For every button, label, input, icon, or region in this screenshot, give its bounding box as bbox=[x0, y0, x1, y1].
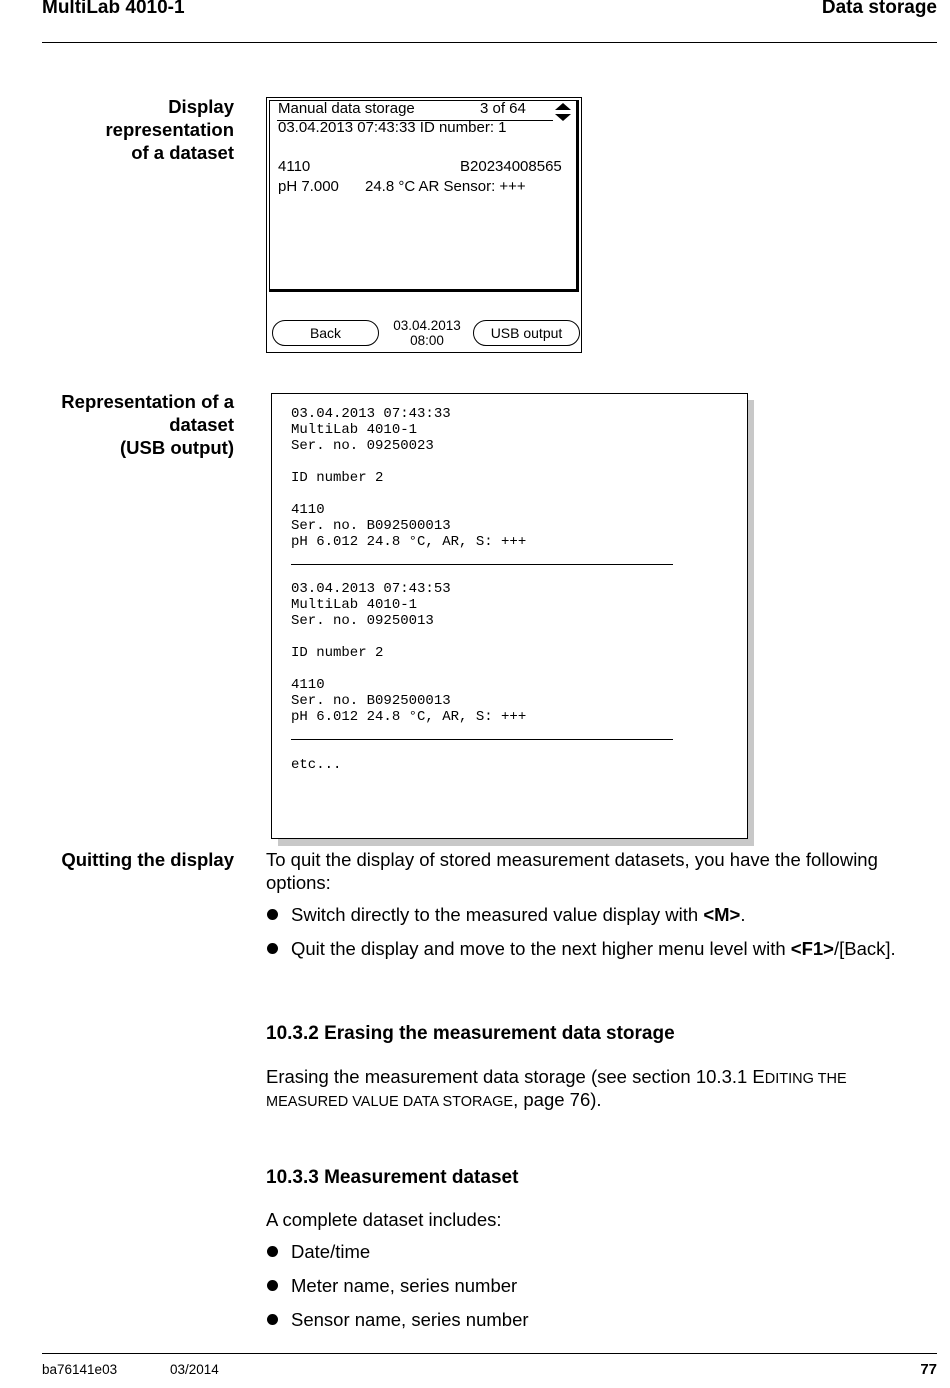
quit-intro-line1: To quit the display of stored measurement datasets, you have the following bbox=[266, 849, 878, 870]
display-serial: B20234008565 bbox=[460, 158, 562, 175]
device-display bbox=[266, 97, 582, 353]
usb-line: Ser. no. B092500013 bbox=[291, 693, 451, 709]
display-counter: 3 of 64 bbox=[480, 100, 526, 117]
display-title: Manual data storage bbox=[278, 100, 415, 117]
dataset-item: Meter name, series number bbox=[291, 1275, 518, 1296]
dataset-item: Date/time bbox=[291, 1241, 371, 1262]
header-title: MultiLab 4010-1 bbox=[42, 0, 185, 18]
dataset-heading: 10.3.3 Measurement dataset bbox=[266, 1167, 519, 1188]
display-temp: 24.8 °C AR Sensor: +++ bbox=[365, 178, 526, 195]
usb-separator bbox=[291, 564, 673, 565]
usb-output-box bbox=[271, 393, 748, 839]
usb-etc: etc... bbox=[291, 757, 342, 773]
quit-option-2: Quit the display and move to the next higher menu level with <F1>/[Back]. bbox=[291, 938, 896, 959]
bullet-icon bbox=[267, 1314, 278, 1325]
back-softkey[interactable]: Back bbox=[272, 320, 379, 346]
header-section: Data storage bbox=[821, 0, 937, 18]
bullet-icon bbox=[267, 943, 278, 954]
quit-option-1: Switch directly to the measured value display with <M>. bbox=[291, 904, 746, 925]
usb-line: pH 6.012 24.8 °C, AR, S: +++ bbox=[291, 709, 527, 725]
usb-line: pH 6.012 24.8 °C, AR, S: +++ bbox=[291, 534, 527, 550]
usb-line: 03.04.2013 07:43:53 bbox=[291, 581, 451, 597]
display-section-label: Display representation of a dataset bbox=[105, 96, 234, 163]
display-sensor: 4110 bbox=[278, 158, 311, 175]
dataset-item: Sensor name, series number bbox=[291, 1309, 529, 1330]
usb-line: Ser. no. B092500013 bbox=[291, 518, 451, 534]
quit-section-label: Quitting the display bbox=[61, 849, 234, 870]
usb-line: MultiLab 4010-1 bbox=[291, 422, 418, 438]
erase-heading: 10.3.2 Erasing the measurement data storage bbox=[266, 1023, 675, 1044]
bullet-icon bbox=[267, 909, 278, 920]
footer-rule bbox=[42, 1353, 937, 1354]
usb-line: ID number 2 bbox=[291, 470, 384, 486]
dataset-intro: A complete dataset includes: bbox=[266, 1209, 502, 1230]
display-ph: pH 7.000 bbox=[278, 178, 339, 195]
usb-line: MultiLab 4010-1 bbox=[291, 597, 418, 613]
quit-intro-line2: options: bbox=[266, 872, 331, 893]
usb-output-softkey[interactable]: USB output bbox=[473, 320, 580, 346]
bullet-icon bbox=[267, 1280, 278, 1291]
page-number: 77 bbox=[920, 1361, 937, 1378]
scroll-arrows-icon bbox=[554, 102, 572, 127]
usb-line: Ser. no. 09250013 bbox=[291, 613, 434, 629]
bullet-icon bbox=[267, 1246, 278, 1257]
footer-date: 03/2014 bbox=[170, 1362, 219, 1377]
erase-text-line2: MEASURED VALUE DATA STORAGE, page 76). bbox=[266, 1089, 602, 1110]
usb-line: Ser. no. 09250023 bbox=[291, 438, 434, 454]
usb-separator bbox=[291, 739, 673, 740]
usb-line: ID number 2 bbox=[291, 645, 384, 661]
usb-line: 4110 bbox=[291, 677, 325, 693]
header-rule bbox=[42, 42, 937, 43]
erase-text-line1: Erasing the measurement data storage (see section 10.3.1 EDITING THE bbox=[266, 1066, 847, 1087]
footer-doc-id: ba76141e03 bbox=[42, 1362, 118, 1377]
display-clock: 03.04.2013 08:00 bbox=[393, 318, 461, 348]
usb-section-label: Representation of a dataset (USB output) bbox=[61, 391, 234, 458]
usb-line: 4110 bbox=[291, 502, 325, 518]
usb-line: 03.04.2013 07:43:33 bbox=[291, 406, 451, 422]
display-datetime-line: 03.04.2013 07:43:33 ID number: 1 bbox=[278, 119, 507, 136]
